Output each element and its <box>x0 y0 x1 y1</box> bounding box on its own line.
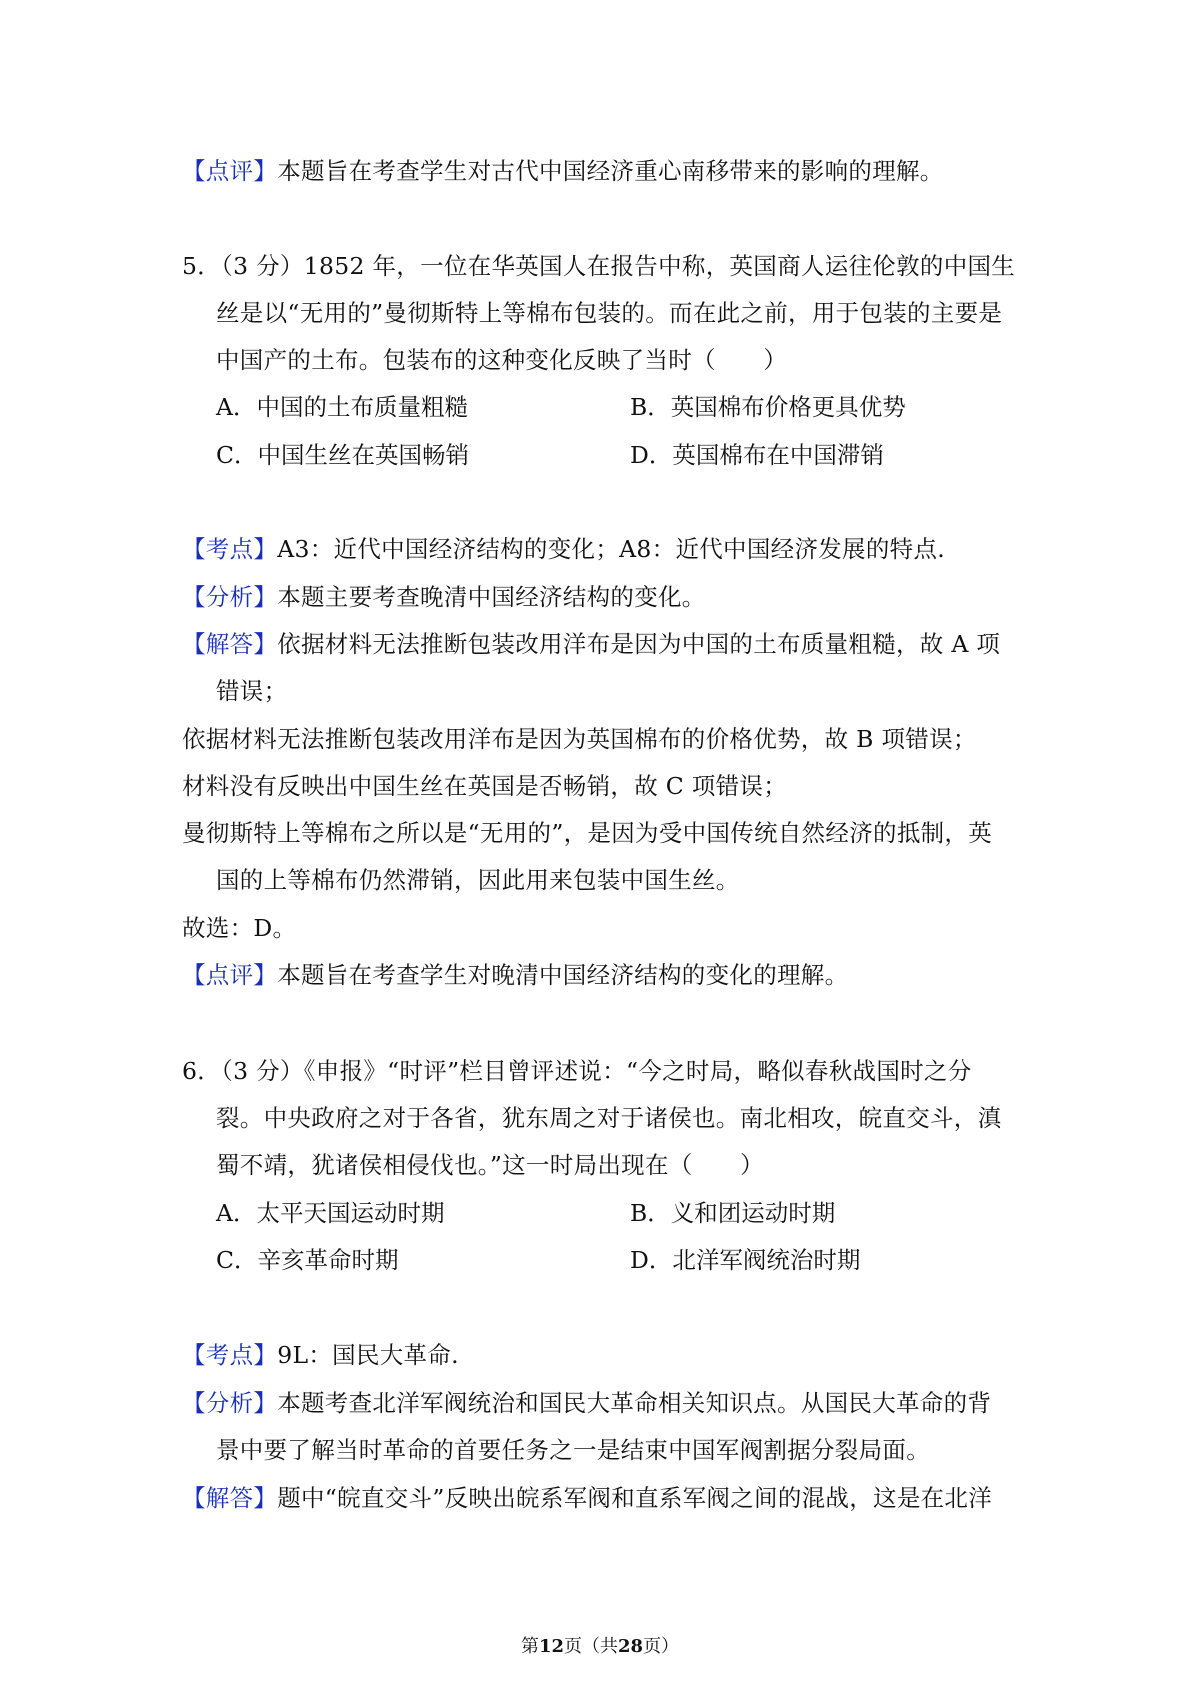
q5-fenxi <box>182 582 706 612</box>
footer-mid: 页（共 <box>564 1636 618 1657</box>
dianping-tag: 【点评】 <box>182 961 278 989</box>
kaodian-text: A3：近代中国经济结构的变化；A8：近代中国经济发展的特点. <box>277 535 946 563</box>
fenxi-text: 本题考查北洋军阀统治和国民大革命相关知识点。从国民大革命的背 <box>277 1389 992 1417</box>
page-number: 12 <box>538 1636 564 1657</box>
jieda-tag: 【解答】 <box>182 1484 278 1512</box>
q5-dianping <box>182 960 848 990</box>
jieda-tag: 【解答】 <box>182 630 278 658</box>
q5-option-d: D．英国棉布在中国滞销 <box>630 441 884 469</box>
q6-stem-line-1: 6．（3 分）《申报》“时评”栏目曾评述说：“今之时局，略似春秋战国时之分 <box>182 1057 972 1085</box>
page-total: 28 <box>618 1636 644 1657</box>
q6-option-b: B．义和团运动时期 <box>630 1199 836 1227</box>
fenxi-tag: 【分析】 <box>182 1389 278 1417</box>
q5-stem-line-1: 5．（3 分）1852 年，一位在华英国人在报告中称，英国商人运往伦敦的中国生 <box>182 252 1016 280</box>
dianping-text: 本题旨在考查学生对晚清中国经济结构的变化的理解。 <box>277 961 849 989</box>
q5-option-a: A．中国的土布质量粗糙 <box>216 393 468 421</box>
comment-line <box>182 156 944 186</box>
dianping-tag: 【点评】 <box>182 157 278 185</box>
q5-body-line-3: 曼彻斯特上等棉布之所以是“无用的”，是因为受中国传统自然经济的抵制，英 <box>182 819 993 847</box>
kaodian-text: 9L：国民大革命. <box>277 1341 459 1369</box>
q6-jieda <box>182 1483 992 1513</box>
q6-fenxi <box>182 1388 991 1418</box>
q5-kaodian <box>182 534 945 564</box>
q5-jieda-line-2: 错误； <box>216 677 288 705</box>
q6-stem-line-2: 裂。中央政府之对于各省，犹东周之对于诸侯也。南北相攻，皖直交斗，滇 <box>216 1104 1002 1132</box>
comment-text: 本题旨在考查学生对古代中国经济重心南移带来的影响的理解。 <box>277 157 944 185</box>
fenxi-text: 本题主要考查晚清中国经济结构的变化。 <box>277 583 706 611</box>
q5-body-line-2: 材料没有反映出中国生丝在英国是否畅销，故 C 项错误； <box>182 772 788 800</box>
q5-answer: 故选：D。 <box>182 914 297 942</box>
q6-option-d: D．北洋军阀统治时期 <box>630 1246 861 1274</box>
q5-jieda <box>182 629 1000 659</box>
q5-stem-line-3: 中国产的土布。包装布的这种变化反映了当时（ ） <box>216 346 788 374</box>
q5-option-c: C．中国生丝在英国畅销 <box>216 441 469 469</box>
q5-option-b: B．英国棉布价格更具优势 <box>630 393 906 421</box>
footer-pre: 第 <box>520 1636 539 1657</box>
jieda-text: 依据材料无法推断包装改用洋布是因为中国的土布质量粗糙，故 A 项 <box>277 630 1001 658</box>
q6-fenxi-line-2: 景中要了解当时革命的首要任务之一是结束中国军阀割据分裂局面。 <box>216 1436 930 1464</box>
q6-stem-line-3: 蜀不靖，犹诸侯相侵伐也。”这一时局出现在（ ） <box>216 1151 764 1179</box>
q6-option-a: A．太平天国运动时期 <box>216 1199 445 1227</box>
q6-option-c: C．辛亥革命时期 <box>216 1246 399 1274</box>
q6-kaodian <box>182 1340 459 1370</box>
fenxi-tag: 【分析】 <box>182 583 278 611</box>
kaodian-tag: 【考点】 <box>182 535 278 563</box>
page-footer <box>0 1636 1200 1658</box>
jieda-text: 题中“皖直交斗”反映出皖系军阀和直系军阀之间的混战，这是在北洋 <box>277 1484 993 1512</box>
footer-post: 页） <box>643 1636 680 1657</box>
q5-body-line-4: 国的上等棉布仍然滞销，因此用来包装中国生丝。 <box>216 866 740 894</box>
kaodian-tag: 【考点】 <box>182 1341 278 1369</box>
q5-stem-line-2: 丝是以“无用的”曼彻斯特上等棉布包装的。而在此之前，用于包装的主要是 <box>216 299 1003 327</box>
q5-body-line-1: 依据材料无法推断包装改用洋布是因为英国棉布的价格优势，故 B 项错误； <box>182 725 977 753</box>
